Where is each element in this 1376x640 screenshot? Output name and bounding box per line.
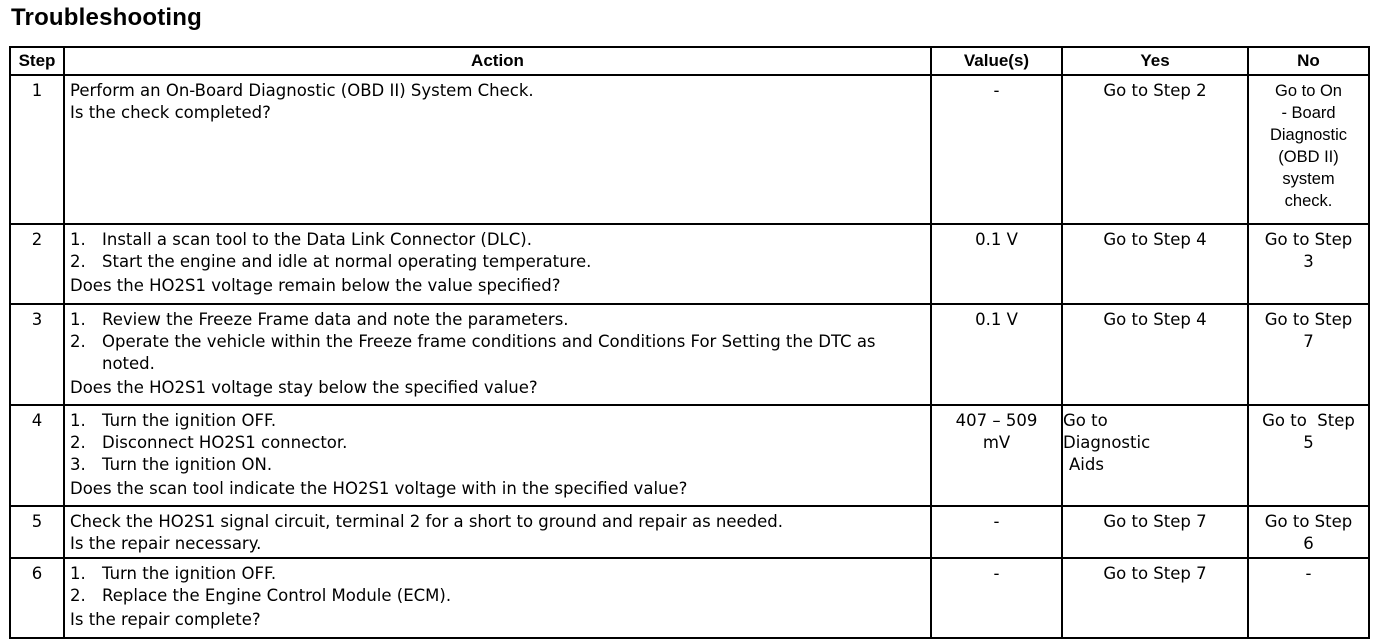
table-row <box>10 75 1369 224</box>
action-steps <box>70 410 924 476</box>
yes-cell: Go to Step 7 <box>1062 558 1248 638</box>
action-step <box>70 229 924 251</box>
action-step <box>70 309 924 331</box>
step-text: Operate the vehicle within the Freeze frame conditions and Conditions For Setting the DTC as noted. <box>102 332 876 373</box>
action-question: Does the HO2S1 voltage remain below the value specified? <box>70 276 561 295</box>
no-line: system <box>1282 170 1335 188</box>
no-cell <box>1248 304 1369 405</box>
col-header-action: Action <box>64 47 931 75</box>
action-question: Is the check completed? <box>70 103 271 122</box>
step-index: 2. <box>70 586 86 605</box>
value-cell: 0.1 V <box>931 224 1062 304</box>
yes-cell: Go to Step 4 <box>1062 224 1248 304</box>
no-cell <box>1248 558 1369 638</box>
action-cell <box>64 224 931 304</box>
action-question: Does the HO2S1 voltage stay below the specified value? <box>70 378 538 397</box>
troubleshooting-table <box>9 46 1370 639</box>
action-step <box>70 563 924 585</box>
no-line: 6 <box>1303 534 1314 553</box>
action-question: Is the repair necessary. <box>70 534 262 553</box>
step-text: Review the Freeze Frame data and note the parameters. <box>102 310 569 329</box>
no-cell <box>1248 405 1369 506</box>
no-cell <box>1248 506 1369 558</box>
value-cell: 0.1 V <box>931 304 1062 405</box>
col-header-step: Step <box>10 47 64 75</box>
no-line: (OBD II) <box>1278 148 1339 166</box>
action-step <box>70 410 924 432</box>
no-line: Diagnostic <box>1269 126 1348 144</box>
step-number: 5 <box>10 506 64 558</box>
step-text: Install a scan tool to the Data Link Connector (DLC). <box>102 230 532 249</box>
value-line: mV <box>982 433 1011 452</box>
action-step <box>70 454 924 476</box>
action-text: Check the HO2S1 signal circuit, terminal 2 for a short to ground and repair as needed. <box>70 512 784 531</box>
table-row <box>10 405 1369 506</box>
yes-cell: Go to Step 7 <box>1062 506 1248 558</box>
action-cell <box>64 405 931 506</box>
no-line: - Board <box>1281 104 1336 122</box>
step-index: 2. <box>70 252 86 271</box>
no-line: 5 <box>1303 433 1314 452</box>
step-text: Disconnect HO2S1 connector. <box>102 433 348 452</box>
no-line: Go to Step <box>1264 310 1353 329</box>
page-title: Troubleshooting <box>11 4 202 31</box>
yes-line: Diagnostic <box>1063 433 1151 452</box>
step-text: Start the engine and idle at normal operating temperature. <box>102 252 592 271</box>
step-index: 2. <box>70 332 86 351</box>
value-cell <box>931 405 1062 506</box>
yes-line: Go to <box>1063 411 1108 430</box>
no-line: - <box>1305 564 1312 583</box>
action-cell <box>64 558 931 638</box>
col-header-no: No <box>1248 47 1369 75</box>
step-text: Replace the Engine Control Module (ECM). <box>102 586 452 605</box>
step-number: 4 <box>10 405 64 506</box>
no-line: Go to Step <box>1262 411 1355 430</box>
step-text: Turn the ignition OFF. <box>102 564 277 583</box>
no-line: check. <box>1284 192 1333 210</box>
step-text: Turn the ignition ON. <box>102 455 273 474</box>
value-line: 407 – 509 <box>955 411 1038 430</box>
yes-cell <box>1062 405 1248 506</box>
step-index: 2. <box>70 433 86 452</box>
action-cell <box>64 75 931 224</box>
value-cell: - <box>931 75 1062 224</box>
step-index: 1. <box>70 411 86 430</box>
step-number: 2 <box>10 224 64 304</box>
action-steps <box>70 563 924 607</box>
yes-cell: Go to Step 4 <box>1062 304 1248 405</box>
no-line: Go to Step <box>1264 512 1353 531</box>
step-index: 1. <box>70 230 86 249</box>
no-cell <box>1248 224 1369 304</box>
step-index: 3. <box>70 455 86 474</box>
action-step <box>70 432 924 454</box>
col-header-yes: Yes <box>1062 47 1248 75</box>
action-step <box>70 251 924 273</box>
no-line: 3 <box>1303 252 1314 271</box>
action-steps <box>70 309 924 375</box>
value-cell: - <box>931 506 1062 558</box>
table-header-row <box>10 47 1369 75</box>
col-header-values: Value(s) <box>931 47 1062 75</box>
step-number: 1 <box>10 75 64 224</box>
action-steps <box>70 229 924 273</box>
action-question: Does the scan tool indicate the HO2S1 voltage with in the specified value? <box>70 479 688 498</box>
table-row <box>10 224 1369 304</box>
action-text: Perform an On-Board Diagnostic (OBD II) System Check. <box>70 81 534 100</box>
yes-cell: Go to Step 2 <box>1062 75 1248 224</box>
yes-line: Aids <box>1069 455 1104 474</box>
action-step <box>70 585 924 607</box>
table-row <box>10 558 1369 638</box>
no-cell <box>1248 75 1369 224</box>
no-line: 7 <box>1303 332 1314 351</box>
no-line: Go to Step <box>1264 230 1353 249</box>
action-question: Is the repair complete? <box>70 610 261 629</box>
step-index: 1. <box>70 310 86 329</box>
action-cell <box>64 304 931 405</box>
step-index: 1. <box>70 564 86 583</box>
step-number: 6 <box>10 558 64 638</box>
value-cell: - <box>931 558 1062 638</box>
table-row <box>10 304 1369 405</box>
action-cell <box>64 506 931 558</box>
step-text: Turn the ignition OFF. <box>102 411 277 430</box>
action-step <box>70 331 924 375</box>
table-row <box>10 506 1369 558</box>
no-line: Go to On <box>1275 82 1342 100</box>
step-number: 3 <box>10 304 64 405</box>
